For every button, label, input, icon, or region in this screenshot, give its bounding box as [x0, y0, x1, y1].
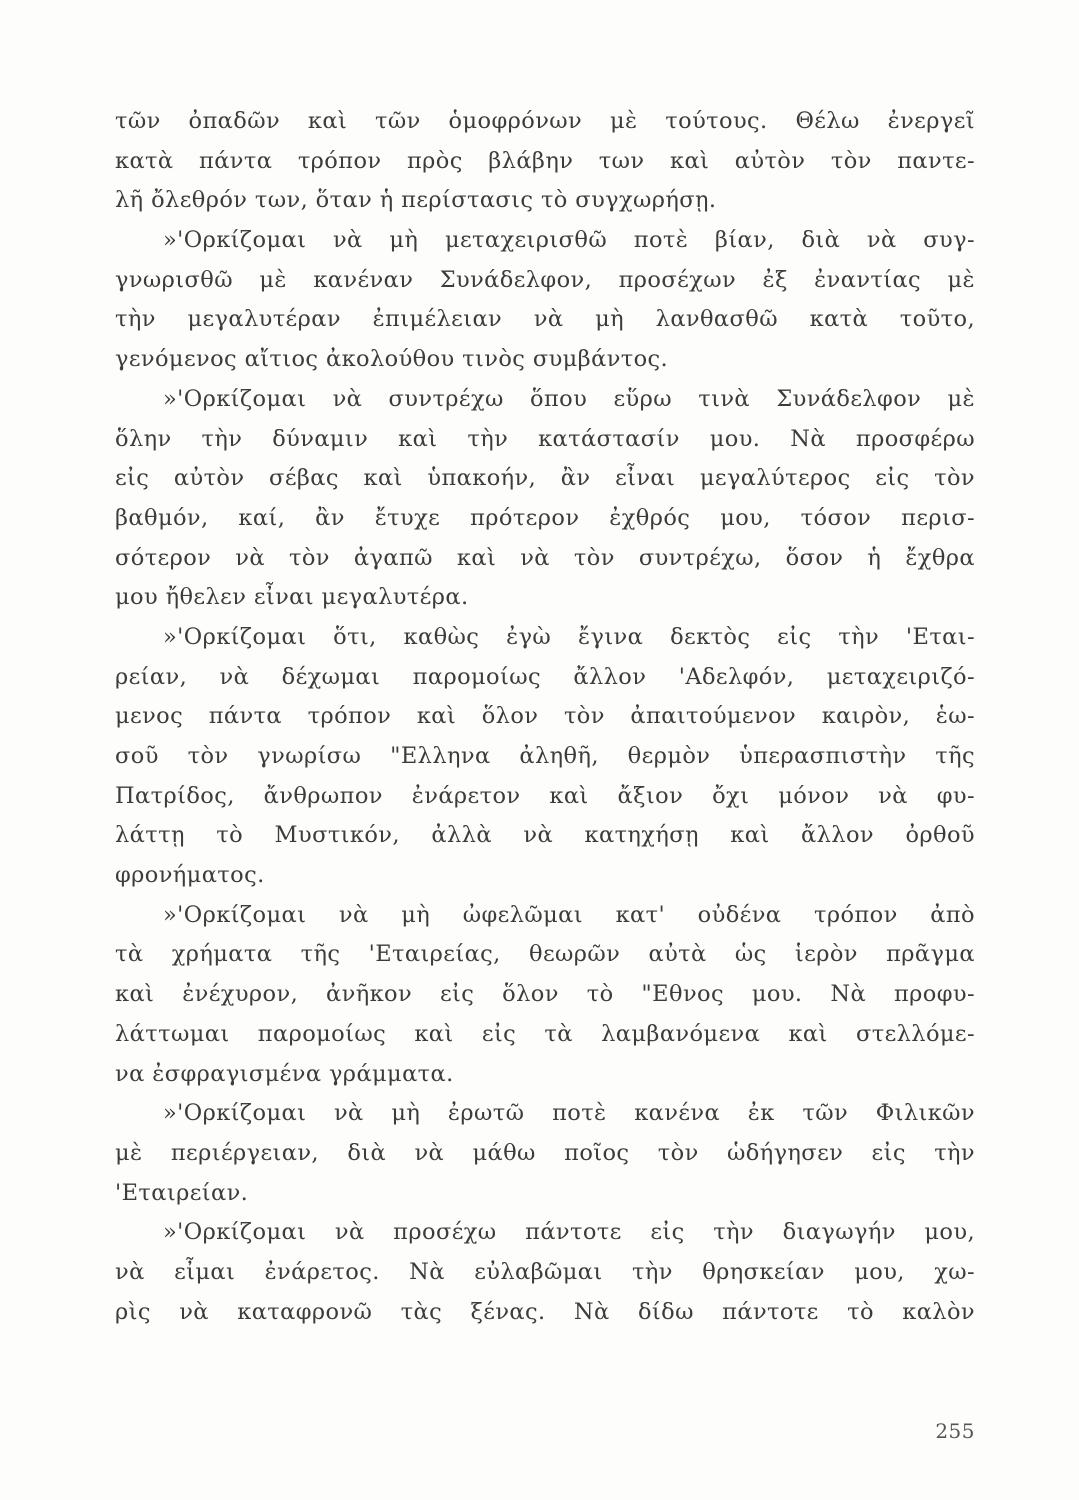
text-line: »'Ορκίζομαι νὰ μὴ μεταχειρισθῶ ποτὲ βίαν, διὰ νὰ συγ-: [163, 227, 975, 254]
text-line: κατὰ πάντα τρόπον πρὸς βλάβην των καὶ αὐτὸν τὸν παντε-: [115, 147, 975, 174]
text-line: φρονήματος.: [115, 862, 265, 889]
text-line: τῶν ὀπαδῶν καὶ τῶν ὁμοφρόνων μὲ τούτους. Θέλω ἐνεργεῖ: [115, 108, 975, 134]
text-line: τὴν μεγαλυτέραν ἐπιμέλειαν νὰ μὴ λανθασθῶ κατὰ τοῦτο,: [115, 306, 975, 333]
text-line: Πατρίδος, ἄνθρωπον ἐνάρετον καὶ ἄξιον ὄχι μόνον νὰ φυ-: [115, 782, 975, 809]
text-line: ὅλην τὴν δύναμιν καὶ τὴν κατάστασίν μου. Νὰ προσφέρω: [115, 425, 975, 452]
text-line: σοῦ τὸν γνωρίσω "Ελληνα ἀληθῆ, θερμὸν ὑπερασπιστὴν τῆς: [115, 743, 975, 769]
text-line: σότερον νὰ τὸν ἀγαπῶ καὶ νὰ τὸν συντρέχω, ὅσον ἡ ἔχθρα: [115, 544, 975, 571]
text-line: »'Ορκίζομαι νὰ μὴ ὠφελῶμαι κατ' οὐδένα τρόπον ἀπὸ: [163, 901, 975, 928]
text-line: »'Ορκίζομαι νὰ μὴ ἐρωτῶ ποτὲ κανένα ἐκ τῶν Φιλικῶν: [163, 1100, 975, 1127]
body-text: [115, 102, 975, 1332]
text-line: καὶ ἐνέχυρον, ἀνῆκον εἰς ὅλον τὸ "Εθνος μου. Νὰ προφυ-: [115, 981, 975, 1008]
text-line: τὰ χρήματα τῆς 'Εταιρείας, θεωρῶν αὐτὰ ὡς ἱερὸν πρᾶγμα: [115, 941, 975, 968]
text-line: ρείαν, νὰ δέχωμαι παρομοίως ἄλλον 'Αδελφόν, μεταχειριζό-: [115, 663, 975, 690]
text-line: λάττῃ τὸ Μυστικόν, ἀλλὰ νὰ κατηχήσῃ καὶ ἄλλον ὀρθοῦ: [115, 822, 975, 849]
text-line: μὲ περιέργειαν, διὰ νὰ μάθω ποῖος τὸν ὡδήγησεν εἰς τὴν: [115, 1139, 975, 1166]
text-line: λάττωμαι παρομοίως καὶ εἰς τὰ λαμβανόμενα καὶ στελλόμε-: [115, 1020, 975, 1047]
text-line: να ἐσφραγισμένα γράμματα.: [115, 1060, 454, 1087]
text-line: »'Ορκίζομαι νὰ συντρέχω ὅπου εὕρω τινὰ Συνάδελφον μὲ: [163, 385, 975, 412]
text-line: εἰς αὐτὸν σέβας καὶ ὑπακοήν, ἂν εἶναι μεγαλύτερος εἰς τὸν: [115, 465, 975, 492]
text-line: γενόμενος αἴτιος ἀκολούθου τινὸς συμβάντος.: [115, 346, 669, 373]
text-line: μενος πάντα τρόπον καὶ ὅλον τὸν ἀπαιτούμενον καιρὸν, ἑω-: [115, 703, 975, 730]
text-line: ρὶς νὰ καταφρονῶ τὰς ξένας. Νὰ δίδω πάντοτε τὸ καλὸν: [115, 1298, 975, 1325]
text-line: »'Ορκίζομαι νὰ προσέχω πάντοτε εἰς τὴν διαγωγήν μου,: [163, 1219, 975, 1246]
text-line: νὰ εἶμαι ἐνάρετος. Νὰ εὐλαβῶμαι τὴν θρησκείαν μου, χω-: [115, 1258, 975, 1285]
text-line: λῆ ὄλεθρόν των, ὅταν ἡ περίστασις τὸ συγχωρήσῃ.: [115, 187, 717, 214]
text-line: »'Ορκίζομαι ὅτι, καθὼς ἐγὼ ἔγινα δεκτὸς εἰς τὴν 'Εται-: [163, 623, 975, 650]
text-line: βαθμόν, καί, ἂν ἔτυχε πρότερον ἐχθρός μου, τόσον περισ-: [115, 504, 975, 531]
text-line: γνωρισθῶ μὲ κανέναν Συνάδελφον, προσέχων ἐξ ἐναντίας μὲ: [115, 266, 975, 293]
text-line: 'Εταιρείαν.: [115, 1179, 249, 1206]
text-line: μου ἤθελεν εἶναι μεγαλυτέρα.: [115, 584, 469, 611]
page-number: 255: [935, 1419, 975, 1443]
